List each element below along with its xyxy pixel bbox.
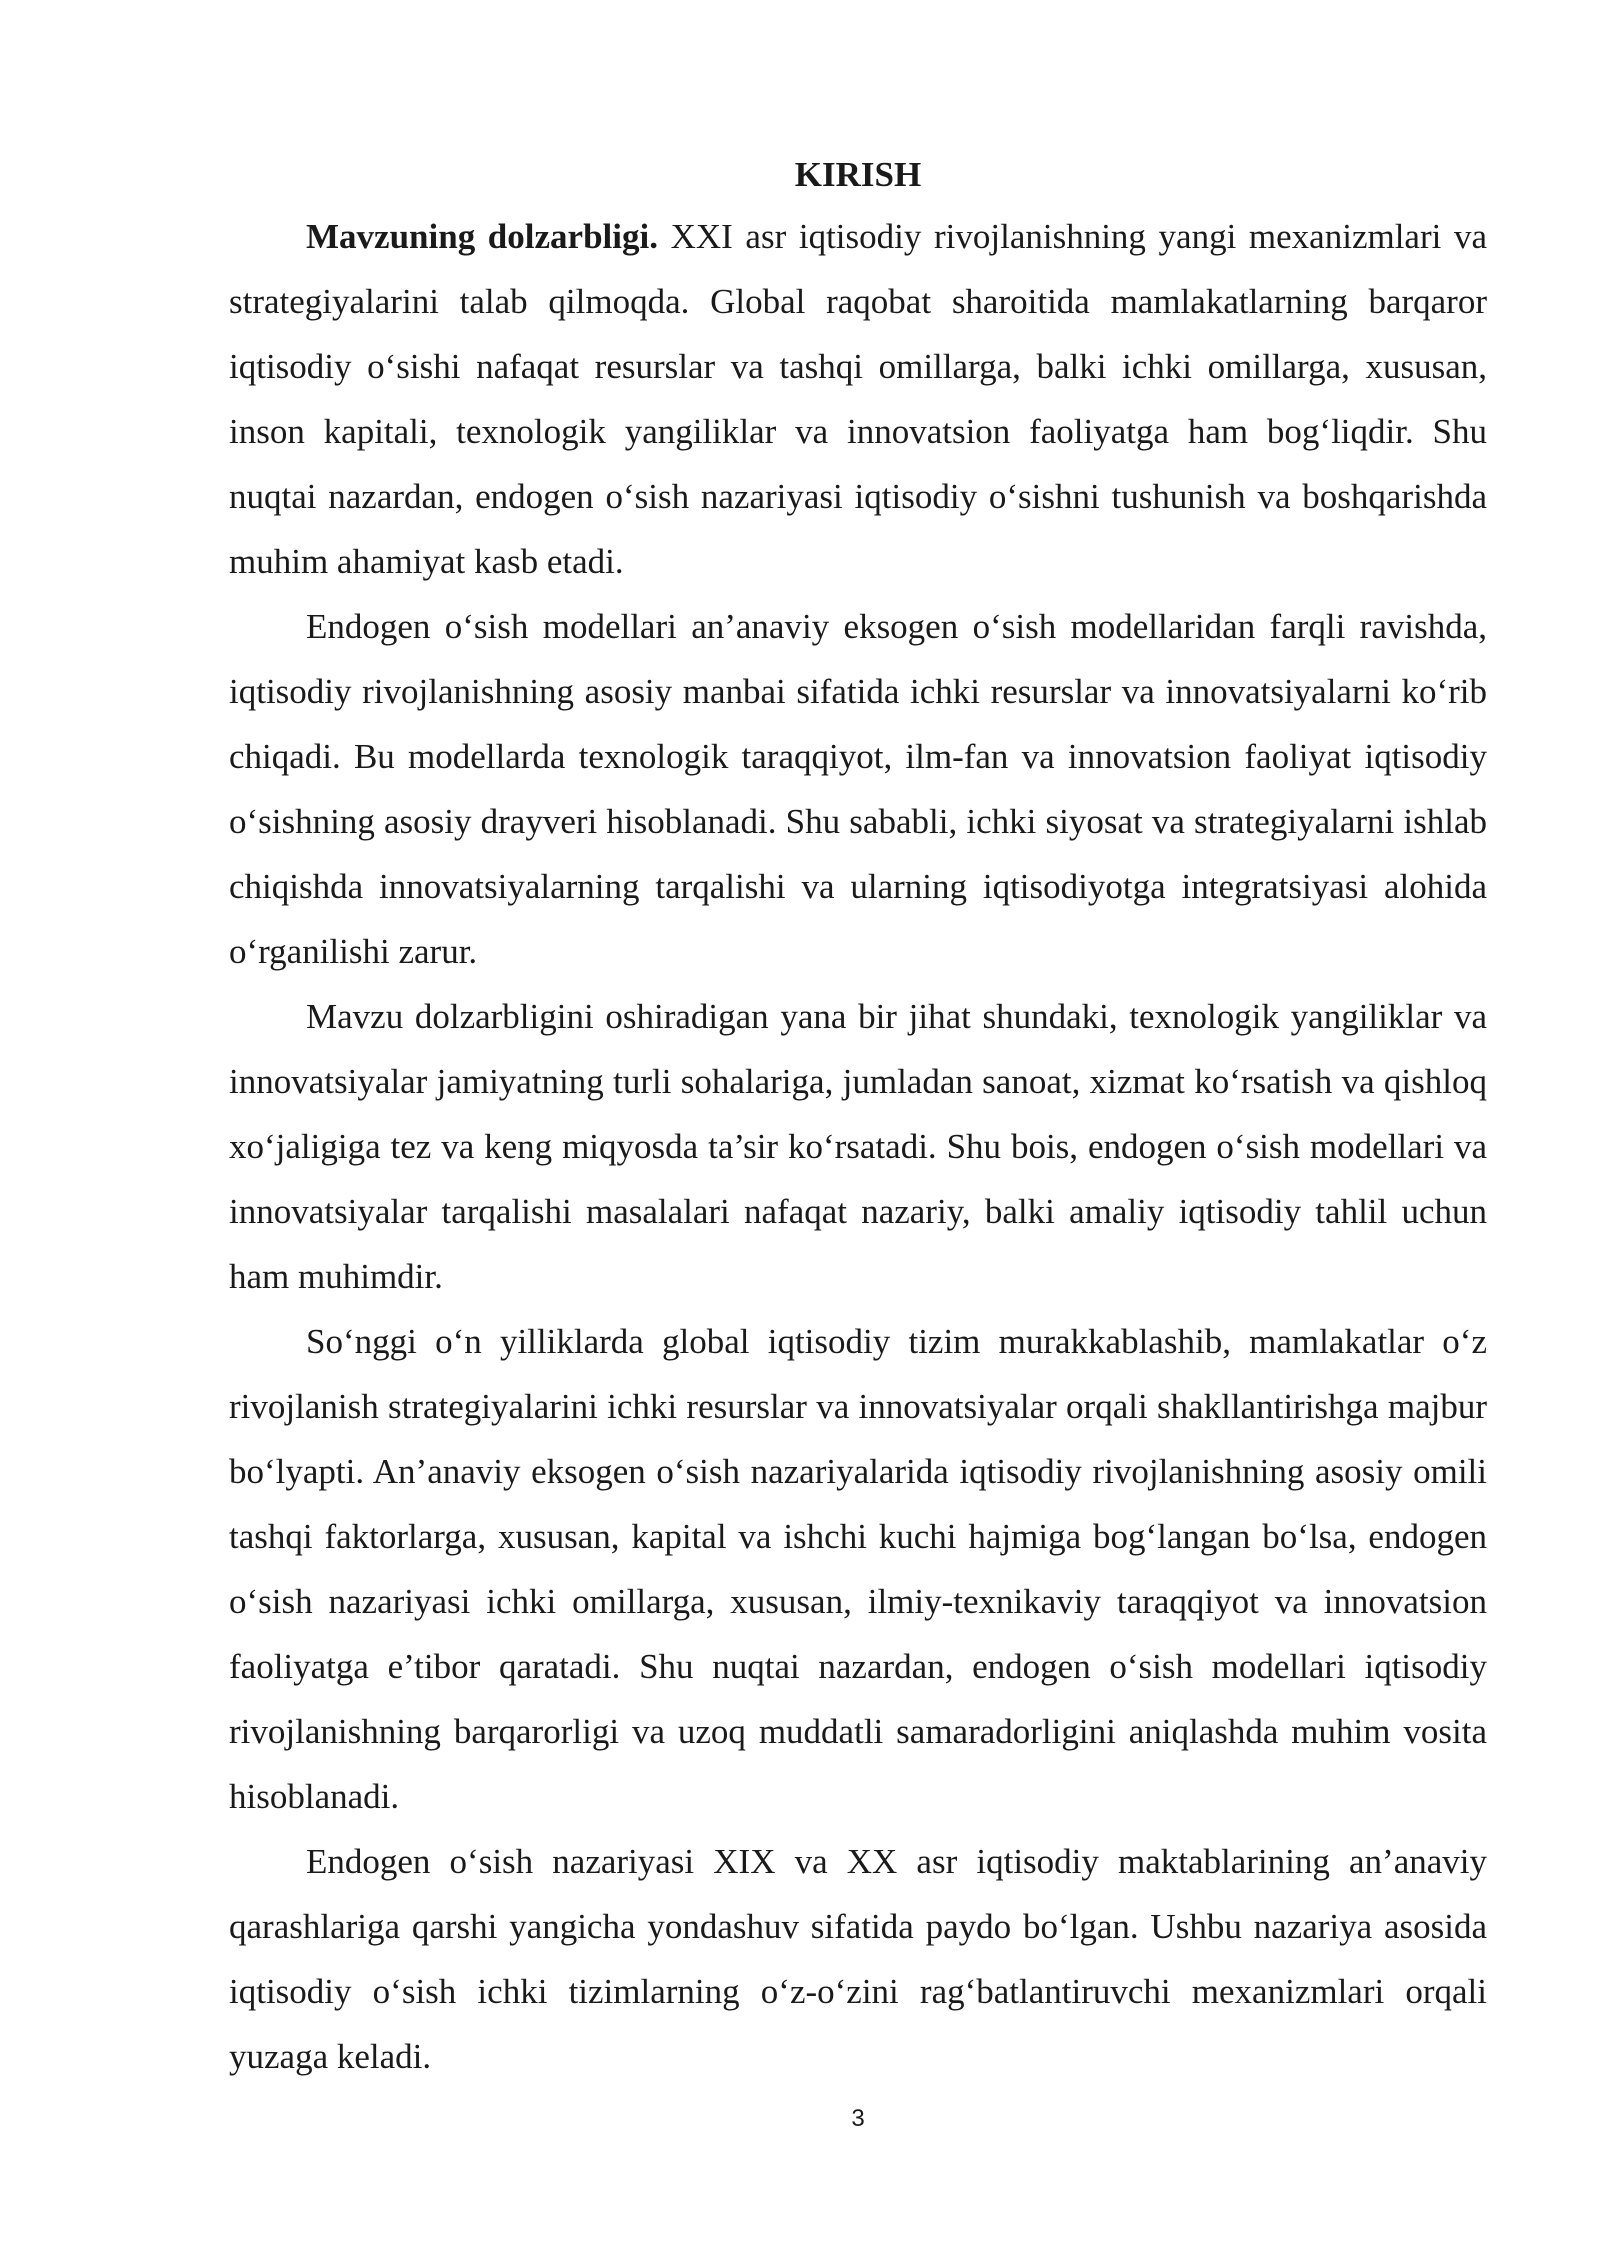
paragraph-lead-bold: Mavzuning dolzarbligi. xyxy=(306,217,658,256)
document-body xyxy=(229,146,1487,2089)
section-heading: KIRISH xyxy=(794,155,922,194)
paragraph-text: XXI asr iqtisodiy rivojlanishning yangi mexanizmlari va strategiyalarini talab qilmoqda. Global raqobat sharoitida mamlakatlarning barqaror iqtisodiy o‘sishi nafaqat resurslar va tashqi omillarga, balki ichki omillarga, xususan, inson kapitali, texnologik yangiliklar va innovatsion faoliyatga ham bog‘liqdir. Shu nuqtai nazardan, endogen o‘sish nazariyasi iqtisodiy o‘sishni tushunish va boshqarishda muhim ahamiyat kasb etadi. xyxy=(229,217,1487,581)
paragraph-relevance xyxy=(229,204,1487,594)
paragraph-growth-theory: Endogen o‘sish nazariyasi XIX va XX asr iqtisodiy maktablarining an’anaviy qarashlariga qarshi yangicha yondashuv sifatida paydo bo‘lgan. Ushbu nazariya asosida iqtisodiy o‘sish ichki tizimlarning o‘z-o‘zini rag‘batlantiruvchi mexanizmlari orqali yuzaga keladi. xyxy=(229,1842,1487,2076)
paragraph-global-system: So‘nggi o‘n yilliklarda global iqtisodiy tizim murakkablashib, mamlakatlar o‘z rivojlanish strategiyalarini ichki resurslar va innovatsiyalar orqali shakllantirishga majbur bo‘lyapti. An’anaviy eksogen o‘sish nazariyalarida iqtisodiy rivojlanishning asosiy omili tashqi faktorlarga, xususan, kapital va ishchi kuchi hajmiga bog‘langan bo‘lsa, endogen o‘sish nazariyasi ichki omillarga, xususan, ilmiy-texnikaviy taraqqiyot va innovatsion faoliyatga e’tibor qaratadi. Shu nuqtai nazardan, endogen o‘sish modellari iqtisodiy rivojlanishning barqarorligi va uzoq muddatli samaradorligini aniqlashda muhim vosita hisoblanadi. xyxy=(229,1322,1487,1816)
page-number: 3 xyxy=(851,2105,865,2132)
paragraph-topic-relevance: Mavzu dolzarbligini oshiradigan yana bir jihat shundaki, texnologik yangiliklar va innovatsiyalar jamiyatning turli sohalariga, jumladan sanoat, xizmat ko‘rsatish va qishloq xo‘jaligiga tez va keng miqyosda ta’sir ko‘rsatadi. Shu bois, endogen o‘sish modellari va innovatsiyalar tarqalishi masalalari nafaqat nazariy, balki amaliy iqtisodiy tahlil uchun ham muhimdir. xyxy=(229,997,1487,1296)
paragraph-endogenous-models: Endogen o‘sish modellari an’anaviy eksogen o‘sish modellaridan farqli ravishda, iqtisodiy rivojlanishning asosiy manbai sifatida ichki resurslar va innovatsiyalarni ko‘rib chiqadi. Bu modellarda texnologik taraqqiyot, ilm-fan va innovatsion faoliyat iqtisodiy o‘sishning asosiy drayveri hisoblanadi. Shu sababli, ichki siyosat va strategiyalarni ishlab chiqishda innovatsiyalarning tarqalishi va ularning iqtisodiyotga integratsiyasi alohida o‘rganilishi zarur. xyxy=(229,607,1487,971)
